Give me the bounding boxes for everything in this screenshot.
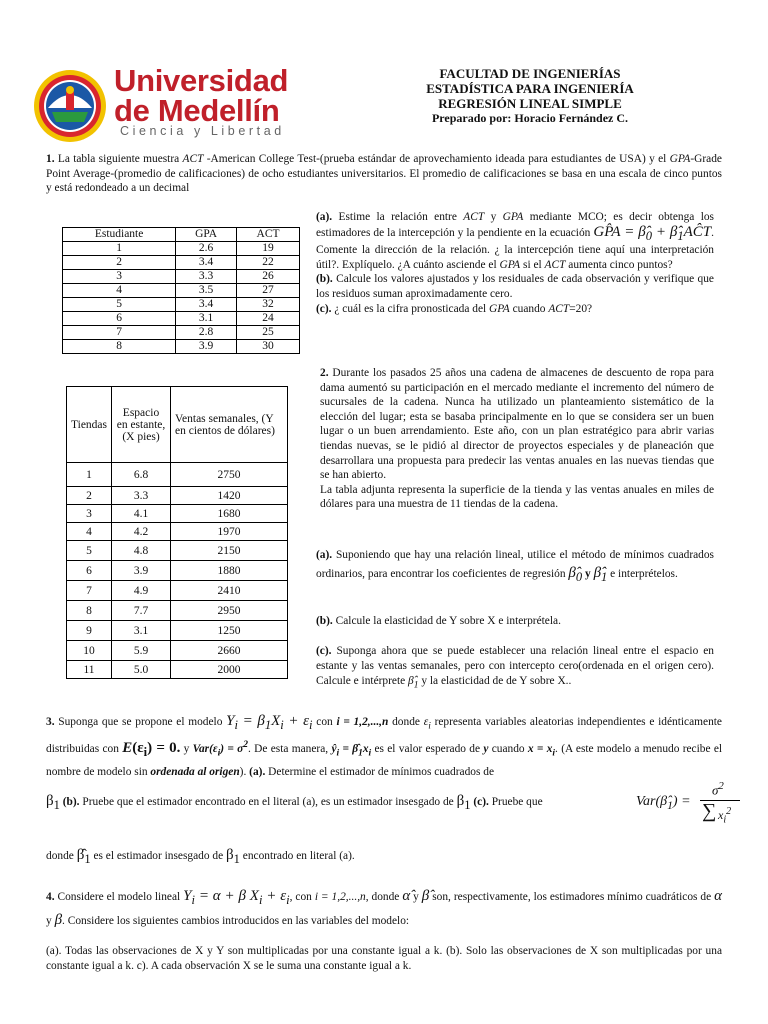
cell: 5.0	[112, 661, 171, 679]
problem3-emphasis: ordenada al origen	[150, 766, 240, 779]
part-label: (b).	[316, 615, 333, 627]
gpa-term: GPA	[502, 211, 524, 223]
cell: 5	[63, 298, 176, 312]
problem4	[46, 886, 722, 931]
table-row	[67, 505, 288, 523]
table-row	[63, 298, 300, 312]
cell: 2950	[171, 601, 288, 621]
cell: 3	[67, 505, 112, 523]
problem3-part-b-c	[46, 794, 566, 813]
cell: 32	[237, 298, 300, 312]
table-row	[67, 487, 288, 505]
part-text: =20?	[569, 302, 593, 315]
table-row	[67, 661, 288, 679]
alpha-symbol: α	[714, 888, 722, 904]
table-row	[63, 326, 300, 340]
part-text: Pruebe que	[491, 796, 543, 808]
cell: 1	[67, 463, 112, 487]
beta1-symbol: $\beta_1$	[46, 793, 60, 812]
problem4-changes: (a). Todas las observaciones de X y Y son multiplicadas por una constante igual a k. (b). Solo las observaciones de X son multiplicadas por una constante igual a k. c). A cada observación X se le suma una constante igual a k.	[46, 945, 722, 972]
part-text: y	[490, 211, 497, 223]
cell: 4.9	[112, 581, 171, 601]
part-text: donde	[46, 850, 74, 862]
problem3-text: con	[316, 716, 333, 728]
part-text: Suponga ahora que se puede establecer una relación lineal entre el espacio en estante y las ventas semanales, pero con intercepto cero(ordenada en el origen cero). Calcule e intérprete	[316, 645, 714, 687]
cell: 6.8	[112, 463, 171, 487]
problem1-intro-text: La tabla siguiente muestra	[57, 153, 180, 165]
cell: 2	[63, 256, 176, 270]
cell: 19	[237, 242, 300, 256]
col-header: GPA	[176, 228, 237, 242]
table-row	[67, 561, 288, 581]
problem3-text: y	[183, 743, 190, 756]
part-text: . Comente la dirección de la relación. ¿ la intercepción tiene aquí una interpretación útil?. Explíquelo. ¿A cuánto asciende el	[316, 226, 714, 271]
beta1-hat-symbol: $\betâ_1$	[593, 565, 608, 584]
part-text: Estime la relación entre	[338, 211, 457, 223]
col-header: Espacio en estante, (X pies)	[112, 387, 171, 463]
problem2-table-intro: La tabla adjunta representa la superficie de la tienda y las ventas anuales en miles de dólares para una muestra de 11 tiendas de la cadena.	[320, 483, 714, 511]
cell: 25	[237, 326, 300, 340]
part-text: Pruebe que el estimador encontrado en el literal (a), es un estimador insesgado de	[82, 796, 454, 808]
linear-model-equation: $Y_i = \alpha + \beta$ $X_i + \varepsilon_i$	[183, 888, 290, 907]
sum-symbol: ∑	[702, 800, 717, 822]
table-header-row	[67, 387, 288, 463]
cell: 8	[63, 340, 176, 354]
x-equals-xi: $x = x_i$	[527, 743, 556, 759]
index-range: i = 1,2,...,n	[314, 891, 366, 903]
author-line: Preparado por: Horacio Fernández C.	[431, 111, 629, 125]
part-label: (c).	[316, 645, 332, 657]
col-header: ACT	[237, 228, 300, 242]
cell: 2	[67, 487, 112, 505]
cell: 2.8	[176, 326, 237, 340]
part-label: (a).	[316, 549, 333, 561]
sigma-squared: $\sigma^2$	[712, 780, 724, 798]
table-row	[67, 621, 288, 641]
problem1-part-c	[316, 302, 714, 317]
alpha-hat-symbol: α̂	[402, 888, 411, 904]
table-row	[67, 581, 288, 601]
table-row	[63, 312, 300, 326]
cell: 4	[67, 523, 112, 541]
part-text: mediante MCO; es decir obtenga los estimadores de la intercepción y la pendiente en la ecuación	[316, 211, 714, 239]
problem3-text: es el valor esperado de	[374, 743, 481, 756]
part-label: (b).	[316, 273, 333, 286]
university-seal-icon	[32, 68, 108, 144]
regression-equation: GP̂A = $\betâ_0$ + $\betâ_1AĈT$	[593, 223, 712, 243]
part-text: encontrado en literal (a).	[242, 850, 355, 862]
cell: 8	[67, 601, 112, 621]
cell: 7	[63, 326, 176, 340]
index-range: i = 1,2,...,n	[336, 716, 389, 728]
table-header-row	[63, 228, 300, 242]
problem3-text: . De esta manera,	[248, 743, 329, 756]
act-term: ACT	[182, 153, 204, 165]
table-row	[63, 256, 300, 270]
cell: 3	[63, 270, 176, 284]
beta-symbol: β	[54, 912, 63, 928]
problem4-text: , donde	[365, 891, 400, 903]
part-text: y la elasticidad de de Y sobre X..	[421, 675, 572, 687]
cell: 6	[67, 561, 112, 581]
cell: 9	[67, 621, 112, 641]
cell: 5	[67, 541, 112, 561]
table-row	[63, 242, 300, 256]
cell: 2.6	[176, 242, 237, 256]
part-label: (b).	[62, 796, 80, 808]
gpa-term: GPA	[499, 258, 521, 271]
beta1-symbol: $\beta_1$	[226, 847, 240, 866]
topic-title: REGRESIÓN LINEAL SIMPLE	[438, 96, 622, 111]
part-text: cuando	[512, 302, 546, 315]
table-row	[63, 340, 300, 354]
col-header: Ventas semanales, (Y en cientos de dólares)	[171, 387, 288, 463]
fitted-equation: $ŷ_i$ = $\betâ_1x_i$	[331, 743, 372, 759]
problem2-part-a	[316, 546, 714, 586]
cell: 3.1	[176, 312, 237, 326]
cell: 26	[237, 270, 300, 284]
part-text: Calcule los valores ajustados y los residuales de cada observación y verifique que los residuos suman aproximadamente cero.	[316, 273, 714, 300]
problem3-text: Suponga que se propone el modelo	[58, 716, 223, 728]
beta1-symbol: $\beta_1$	[456, 793, 471, 812]
part-text: aumenta cinco puntos?	[568, 258, 673, 271]
problem3: 3. Suponga que se propone el modelo $Y_i = \beta_1X_i + \varepsilon_i$ con i = 1,2,...,n donde $\varepsilon_i$ representa variables aleatorias independientes e idénticamente distribuidas con $E(\varepsilon_i) = 0$. y $Var(\varepsilon_i) = \sigma^2$. De esta manera, $ŷ_i$ = $\betâ_1x_i$ es el valor esperado de y cuando $x = x_i$. (A este modelo a menudo recibe el nombre de modelo sin ordenada al origen). (a). Determine el estimador de mínimos cuadrados de	[46, 713, 723, 779]
problem4-text: , con	[289, 891, 312, 903]
cell: 4.2	[112, 523, 171, 541]
problem2-intro-text: Durante los pasados 25 años una cadena de almacenes de descuento de ropa para dama aumentó su participación en el mercado mediante el incremento del número de sucursales de la cadena. Nunca ha utilizado un planteamiento sistemático de la elección del lugar; esta se basaba principalmente en lo que se considera ser un buen lugar o un buen arrendamiento. Este año, con un plan estratégico para abrir varias tiendas nuevas, se le pidió al director de proyectos especiales y de planeación que desarrollara una propuesta para predecir las ventas anuales en las nuevas tiendas que se han abierto.	[320, 367, 714, 482]
cell: 7.7	[112, 601, 171, 621]
table-row	[67, 541, 288, 561]
problem3-text: ).	[239, 766, 247, 779]
problem3-text: representa variables aleatorias independientes e idénticamente distribuidas con	[46, 716, 722, 756]
act-term: ACT	[544, 258, 566, 271]
table-row	[67, 601, 288, 621]
variance-lhs: $Var(\betâ_1)$ =	[636, 794, 691, 812]
cell: 27	[237, 284, 300, 298]
cell: 1420	[171, 487, 288, 505]
course-title: ESTADÍSTICA PARA INGENIERÍA	[426, 81, 634, 96]
problem1-intro-text: -Grade Point Average-(promedio de calificaciones) de ocho estudiantes universitarios. El promedio de calificaciones se basa en una escala de cinco puntos y está redondeado a un decimal	[46, 153, 722, 195]
epsilon-symbol: $\varepsilon_i$	[423, 716, 431, 732]
part-text: ¿ cuál es la cifra pronosticada del	[334, 302, 487, 315]
problem3-closing	[46, 848, 722, 867]
cell: 3.4	[176, 256, 237, 270]
cell: 4	[63, 284, 176, 298]
beta-hat-symbol: β̂	[421, 888, 430, 904]
col-header: Estudiante	[63, 228, 176, 242]
part-text: si el	[523, 258, 542, 271]
cell: 30	[237, 340, 300, 354]
part-label: (c).	[316, 302, 332, 315]
cell: 7	[67, 581, 112, 601]
part-text: y	[585, 568, 591, 580]
problem4-text: . Considere los siguientes cambios introducidos en las variables del modelo:	[62, 915, 410, 927]
problem2-part-b	[316, 614, 714, 629]
problem4-text: Considere el modelo lineal	[57, 891, 181, 903]
part-label: (c).	[473, 796, 489, 808]
table-row	[63, 284, 300, 298]
part-label: (a).	[249, 766, 266, 779]
problem1-number: 1.	[46, 153, 55, 165]
table-row	[67, 641, 288, 661]
cell: 1970	[171, 523, 288, 541]
expectation-equation: $E(\varepsilon_i) = 0$.	[122, 740, 181, 760]
problem3-text: (A este modelo a menudo recibe el nombre de modelo sin	[46, 743, 723, 779]
gpa-term: GPA	[489, 302, 510, 315]
problem1-intro	[46, 152, 722, 196]
part-text: es el estimador insesgado de	[93, 850, 224, 862]
cell: 2410	[171, 581, 288, 601]
cell: 11	[67, 661, 112, 679]
act-term: ACT	[548, 302, 570, 315]
cell: 5.9	[112, 641, 171, 661]
part-label: (a).	[316, 211, 333, 223]
y-symbol: y	[483, 743, 489, 756]
cell: 3.3	[112, 487, 171, 505]
beta1-hat-symbol: $\betâ_1$	[408, 675, 419, 691]
variance-formula	[636, 778, 732, 834]
problem2-intro	[320, 366, 714, 483]
table-row	[67, 463, 288, 487]
cell: 3.9	[112, 561, 171, 581]
act-term: ACT	[463, 211, 485, 223]
cell: 24	[237, 312, 300, 326]
problem2-number: 2.	[320, 367, 329, 379]
faculty-title: FACULTAD DE INGENIERÍAS	[439, 66, 621, 81]
table-row	[63, 270, 300, 284]
logo-name-line1: Universidad	[114, 63, 289, 98]
x-squared: $x_i^2$	[718, 806, 732, 826]
cell: 2660	[171, 641, 288, 661]
cell: 4.8	[112, 541, 171, 561]
gpa-term: GPA	[669, 153, 691, 165]
part-text: Suponiendo que hay una relación lineal, utilice el método de mínimos cuadrados ordinarios, para encontrar los coeficientes de regresión	[316, 549, 714, 580]
part-text: e interprételos.	[610, 568, 678, 580]
problem1-intro-text: -American College Test-(prueba estándar de aprovechamiento ideada para estudiantes de USA) y el	[206, 153, 667, 165]
cell: 3.4	[176, 298, 237, 312]
cell: 3.1	[112, 621, 171, 641]
problem2-part-c	[316, 644, 714, 693]
logo-name-line2: de Medellín	[114, 93, 280, 128]
cell: 3.5	[176, 284, 237, 298]
beta1-hat-symbol: $\betâ_1$	[76, 847, 91, 866]
problem3-text: cuando	[491, 743, 525, 756]
model-equation: $Y_i = \beta_1X_i + \varepsilon_i$	[226, 713, 313, 732]
cell: 6	[63, 312, 176, 326]
problem4-text: y	[413, 891, 419, 903]
problem4-text: son, respectivamente, los estimadores mínimo cuadráticos de	[432, 891, 712, 903]
problem1-parts	[316, 210, 714, 316]
cell: 1880	[171, 561, 288, 581]
store-sales-table	[66, 386, 288, 679]
cell: 4.1	[112, 505, 171, 523]
cell: 10	[67, 641, 112, 661]
document-header	[380, 66, 680, 126]
cell: 3.3	[176, 270, 237, 284]
problem3-number: 3.	[46, 716, 55, 728]
problem2-text	[320, 366, 714, 512]
part-text: Determine el estimador de mínimos cuadrados de	[268, 766, 495, 779]
problem1-part-b	[316, 272, 714, 301]
cell: 1680	[171, 505, 288, 523]
problem3-text: donde	[392, 716, 420, 728]
logo-tagline: Ciencia y Libertad	[120, 124, 285, 138]
university-logo	[32, 62, 332, 142]
variance-equation: $Var(\varepsilon_i) = \sigma^2$	[192, 740, 249, 759]
cell: 22	[237, 256, 300, 270]
problem4-text: y	[46, 915, 52, 927]
gpa-act-table	[62, 227, 300, 354]
table-row	[67, 523, 288, 541]
cell: 2150	[171, 541, 288, 561]
beta0-hat-symbol: $\betâ_0$	[568, 565, 583, 584]
cell: 2750	[171, 463, 288, 487]
part-text: Calcule la elasticidad de Y sobre X e interprétela.	[335, 615, 561, 627]
cell: 2000	[171, 661, 288, 679]
cell: 1	[63, 242, 176, 256]
problem1-part-a	[316, 210, 714, 272]
problem4-number: 4.	[46, 891, 55, 903]
cell: 1250	[171, 621, 288, 641]
col-header: Tiendas	[67, 387, 112, 463]
cell: 3.9	[176, 340, 237, 354]
